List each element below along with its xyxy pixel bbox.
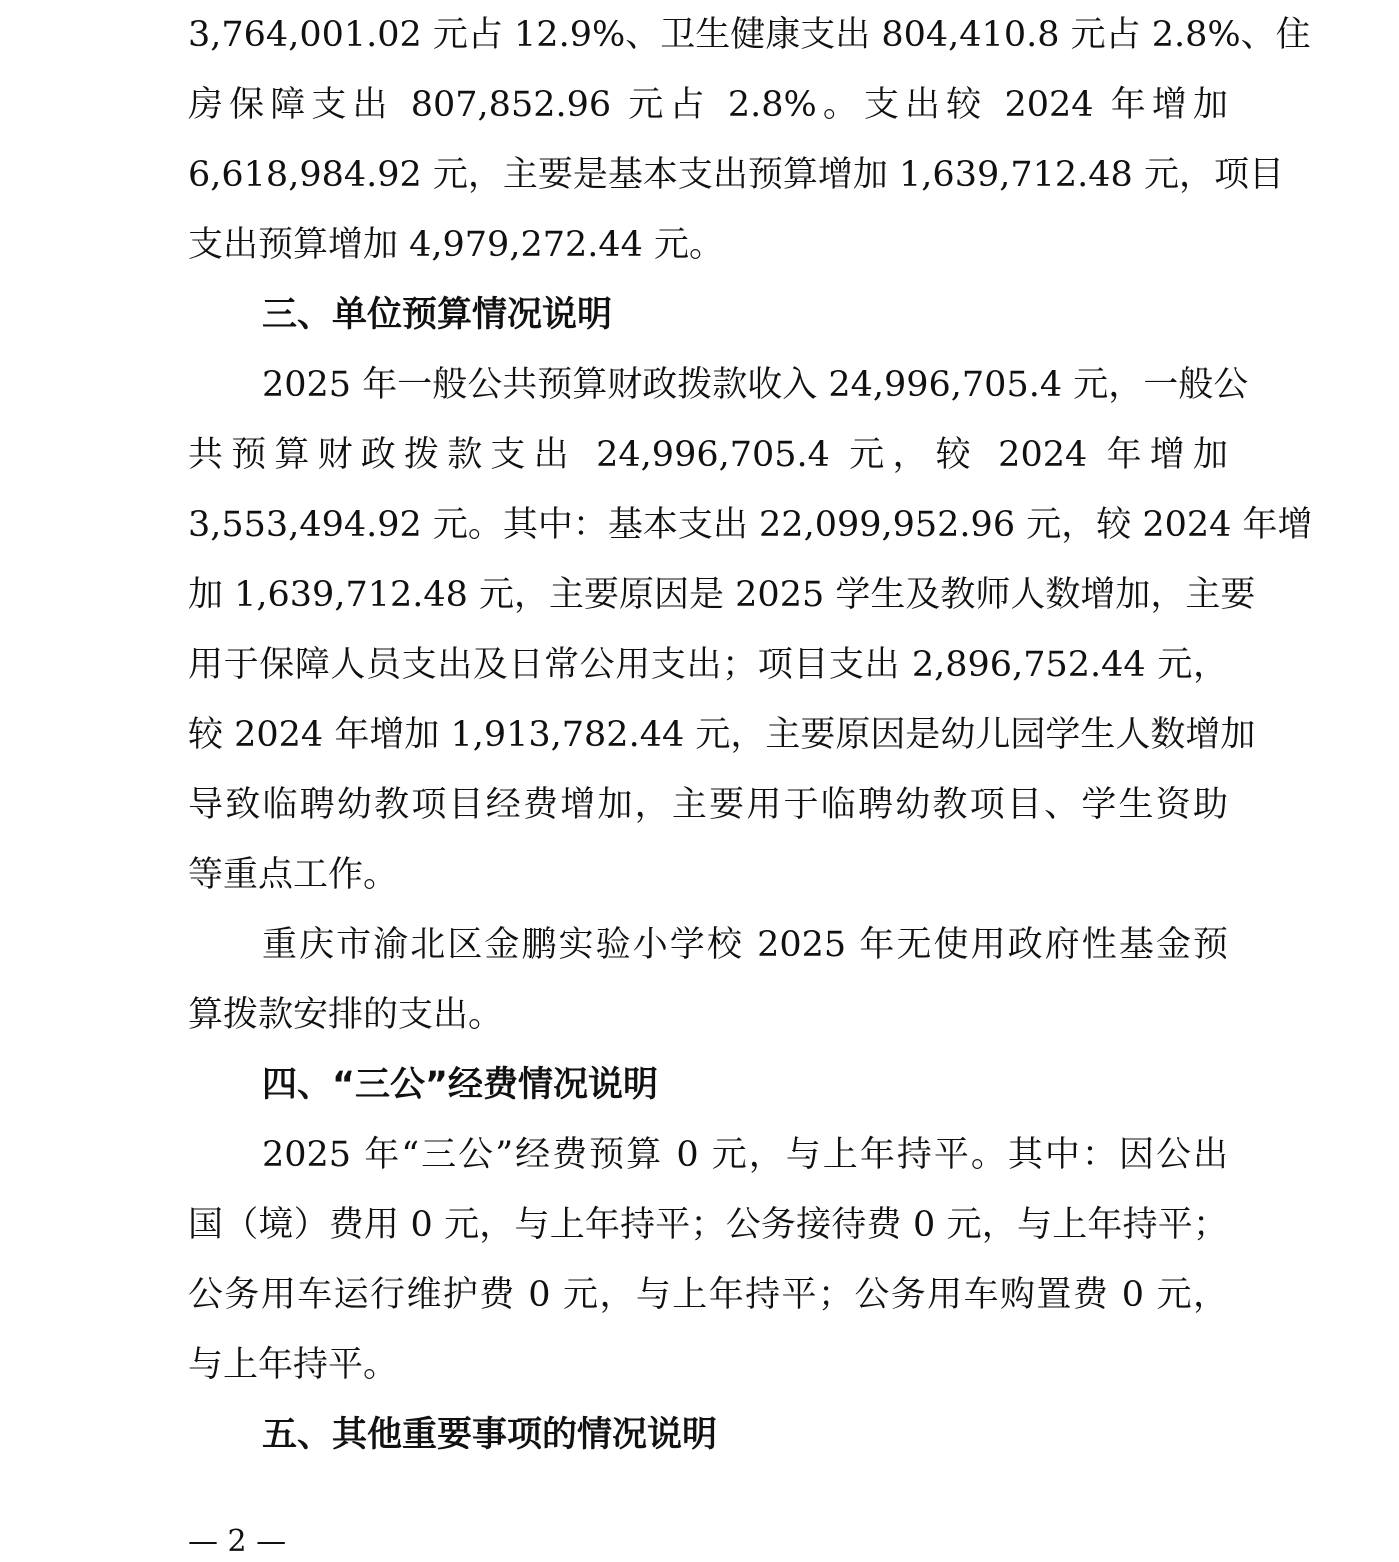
text-line: 6,618,984.92 元，主要是基本支出预算增加 1,639,712.48 元，项目 xyxy=(188,155,1284,195)
paragraph-expenditure-summary xyxy=(188,0,1311,280)
text-line: 3,553,494.92 元。其中：基本支出 22,099,952.96 元，较 2024 年增 xyxy=(188,505,1313,545)
text-line: 算拨款安排的支出。 xyxy=(188,995,504,1035)
text-line: 2025 年一般公共预算财政拨款收入 24,996,705.4 元，一般公 xyxy=(262,365,1249,405)
text-line: 支出预算增加 4,979,272.44 元。 xyxy=(188,225,725,265)
document-body xyxy=(188,0,1313,1470)
text-line: 导致临聘幼教项目经费增加，主要用于临聘幼教项目、学生资助 xyxy=(188,785,1228,825)
text-line: 国（境）费用 0 元，与上年持平；公务接待费 0 元，与上年持平； xyxy=(188,1205,1228,1245)
page-number: — 2 — xyxy=(188,1524,287,1559)
text-line: 加 1,639,712.48 元，主要原因是 2025 学生及教师人数增加，主要 xyxy=(188,575,1256,615)
section-heading-other-matters: 五、其他重要事项的情况说明 xyxy=(262,1415,718,1455)
text-line: 2025 年“三公”经费预算 0 元，与上年持平。其中：因公出 xyxy=(262,1135,1228,1175)
text-line: 3,764,001.02 元占 12.9%、卫生健康支出 804,410.8 元占 2.8%、住 xyxy=(188,15,1311,55)
text-line: 较 2024 年增加 1,913,782.44 元，主要原因是幼儿园学生人数增加 xyxy=(188,715,1256,755)
text-line: 用于保障人员支出及日常公用支出；项目支出 2,896,752.44 元， xyxy=(188,645,1228,685)
text-line: 公务用车运行维护费 0 元，与上年持平；公务用车购置费 0 元， xyxy=(188,1275,1228,1315)
text-line: 房保障支出 807,852.96 元占 2.8%。支出较 2024 年增加 xyxy=(188,85,1228,125)
section-heading-unit-budget: 三、单位预算情况说明 xyxy=(262,295,613,335)
paragraph-three-public-expenses xyxy=(188,1120,1228,1400)
paragraph-general-public-budget xyxy=(188,350,1313,910)
text-line: 重庆市渝北区金鹏实验小学校 2025 年无使用政府性基金预 xyxy=(262,925,1228,965)
section-heading-three-public: 四、“三公”经费情况说明 xyxy=(262,1065,659,1105)
text-line: 与上年持平。 xyxy=(188,1345,399,1385)
text-line: 等重点工作。 xyxy=(188,855,399,895)
paragraph-government-fund xyxy=(188,910,1228,1050)
text-line: 共预算财政拨款支出 24,996,705.4 元，较 2024 年增加 xyxy=(188,435,1228,475)
